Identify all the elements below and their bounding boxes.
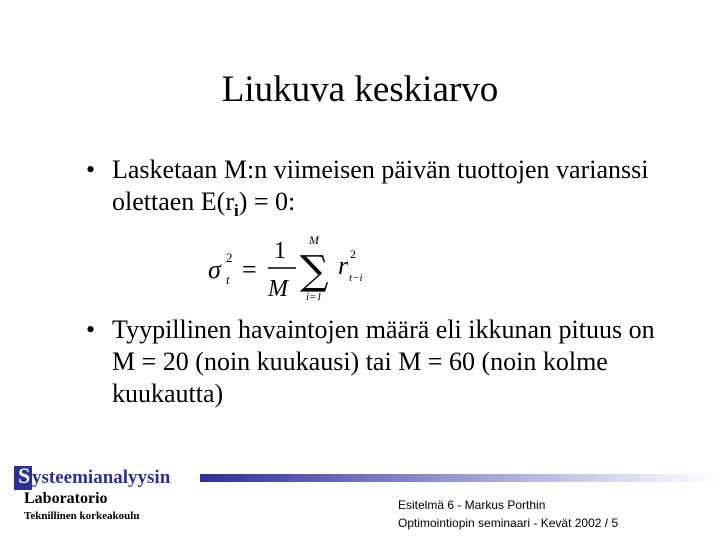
- formula-sum-symbol: ∑: [300, 248, 329, 294]
- bullet-text: [112, 154, 672, 227]
- formula-rhs-symbol: r: [338, 251, 349, 280]
- bullet-marker: •: [86, 315, 96, 344]
- footer-school: Teknillinen korkeakoulu: [24, 510, 140, 522]
- formula-sum-lower: i=1: [306, 291, 322, 303]
- formula-equals: =: [242, 255, 257, 284]
- footer-info: [398, 496, 618, 532]
- formula-frac-num: 1: [274, 238, 286, 264]
- formula-lhs-sub: t: [226, 272, 230, 287]
- footer-gradient-bar: [200, 474, 720, 482]
- bullet-subscript: i: [234, 201, 239, 221]
- bullet-marker: •: [86, 155, 96, 184]
- logo-text: ysteemianalyysin: [32, 467, 171, 488]
- formula-lhs-sup: 2: [226, 250, 233, 265]
- footer-info-line1: Esitelmä 6 - Markus Porthin: [398, 498, 546, 512]
- bullet-text-part: Lasketaan M:n viimeisen päivän tuottojen varianssi olettaen E(r: [112, 155, 649, 216]
- variance-formula: [206, 232, 376, 304]
- formula-rhs-sup: 2: [350, 247, 356, 261]
- formula-rhs-sub: t−i: [349, 272, 363, 284]
- formula-lhs-symbol: σ: [208, 255, 221, 284]
- footer-info-line2: Optimointiopin seminaari - Kevät 2002 / 5: [398, 516, 619, 530]
- formula-sum-upper: M: [309, 233, 319, 247]
- footer-lab: Laboratorio: [24, 490, 108, 507]
- slide-title: Liukuva keskiarvo: [221, 69, 499, 110]
- logo-first-letter: S: [18, 463, 31, 488]
- bullet-text-part: ) = 0:: [238, 187, 296, 216]
- bullet-text: Tyypillinen havaintojen määrä eli ikkunan pituus on M = 20 (noin kuukausi) tai M = 60 (noin kolme kuukautta): [112, 315, 655, 408]
- formula-frac-den: M: [268, 276, 288, 302]
